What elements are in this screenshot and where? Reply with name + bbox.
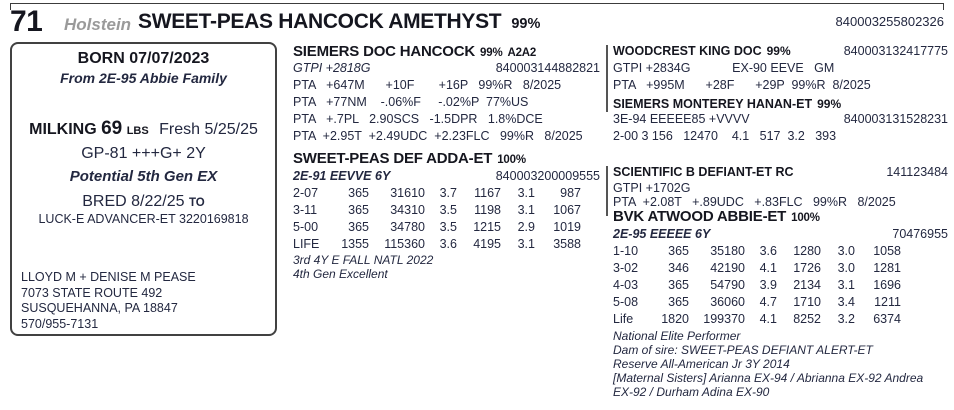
- record-cell: 3.7: [439, 186, 457, 200]
- record-cell: 1067: [553, 203, 581, 217]
- dam-show-note: 3rd 4Y E FALL NATL 2022: [293, 253, 434, 267]
- maternal-note: Reserve All-American Jr 3Y 2014: [613, 357, 790, 371]
- animal-info-box: [10, 42, 277, 336]
- maternal-dam-name: BVK ATWOOD ABBIE-ET: [613, 208, 787, 225]
- maternal-note: National Elite Performer: [613, 329, 741, 343]
- maternal-note: [Maternal Sisters] Arianna EX-94 / Abrianna EX-92 Andrea: [613, 371, 924, 385]
- record-cell: 3.0: [837, 244, 855, 258]
- maternal-bracket-bar: [606, 166, 608, 216]
- record-cell: 3-02: [613, 261, 639, 275]
- name-percent: 99%: [511, 16, 541, 32]
- maternal-sire-gtpi: GTPI +1702G: [613, 181, 691, 195]
- record-cell: 3.1: [517, 203, 535, 217]
- record-cell: 1167: [474, 186, 501, 200]
- record-cell: 199370: [703, 312, 745, 326]
- record-cell: 8252: [793, 312, 821, 326]
- family-line: From 2E-95 Abbie Family: [60, 70, 227, 86]
- record-cell: 1058: [873, 244, 901, 258]
- fresh-date: Fresh 5/25/25: [159, 121, 258, 138]
- record-cell: 3.1: [837, 278, 855, 292]
- consignor-name: LLOYD M + DENISE M PEASE: [21, 270, 196, 284]
- milking-unit: LBS: [126, 125, 149, 137]
- grandparents-column: [613, 0, 948, 410]
- animal-name: SWEET-PEAS HANCOCK AMETHYST: [138, 10, 502, 33]
- maternal-sire-line: [613, 165, 948, 179]
- dam-name-line: [293, 150, 600, 167]
- paternal-sire-gtpi-line: GTPI +2834G EX-90 EEVE GM: [613, 61, 835, 75]
- record-cell: 1820: [661, 312, 689, 326]
- dam-percent: 100%: [497, 154, 526, 166]
- dam-score-line: [293, 169, 600, 183]
- consignor-street: 7073 STATE ROUTE 492: [21, 285, 163, 300]
- record-cell: 34780: [390, 220, 425, 234]
- paternal-dam-score: 3E-94 EEEEE85 +VVVV: [613, 112, 750, 126]
- record-cell: 1726: [793, 261, 821, 275]
- record-cell: 987: [560, 186, 581, 200]
- paternal-dam-percent: 99%: [817, 97, 842, 111]
- maternal-dam-score: 2E-95 EEEEE 6Y: [613, 227, 711, 241]
- lactation-record-row: [293, 237, 600, 251]
- record-cell: 1696: [873, 278, 901, 292]
- breed-label: Holstein: [64, 15, 132, 34]
- record-cell: 6374: [873, 312, 901, 326]
- lactation-record-row: [293, 220, 600, 234]
- lactation-record-row: [613, 244, 948, 258]
- record-cell: 2-07: [293, 186, 319, 200]
- lactation-record-row: [293, 186, 600, 200]
- maternal-dam-percent: 100%: [791, 212, 820, 224]
- maternal-sire-name: SCIENTIFIC B DEFIANT-ET RC: [613, 165, 794, 179]
- registration-number: 840003255802326: [835, 14, 944, 29]
- record-cell: 5-08: [613, 295, 639, 309]
- lactation-record-row: [613, 278, 948, 292]
- record-cell: 365: [348, 186, 369, 200]
- consignor-block: [21, 270, 196, 332]
- record-cell: 1-10: [613, 244, 639, 258]
- record-cell: 346: [668, 261, 689, 275]
- lactation-record-row: [293, 203, 600, 217]
- paternal-dam-registration: 840003131528231: [843, 112, 948, 126]
- record-cell: LIFE: [293, 237, 320, 251]
- sire-pta-line: PTA +647M +10F +16P 99%R 8/2025: [293, 78, 562, 92]
- sire-name: SIEMERS DOC HANCOCK: [293, 43, 476, 60]
- record-cell: 31610: [390, 186, 425, 200]
- paternal-sire-name: WOODCREST KING DOC: [613, 44, 762, 58]
- record-cell: 34310: [390, 203, 425, 217]
- maternal-dam-line: [613, 208, 948, 225]
- record-cell: 3588: [553, 237, 581, 251]
- record-cell: 3.1: [517, 237, 535, 251]
- record-cell: 4-03: [613, 278, 639, 292]
- record-cell: 54790: [710, 278, 745, 292]
- bred-line: [12, 193, 275, 211]
- dam-registration: 840003200009555: [495, 169, 600, 183]
- record-cell: 1215: [473, 220, 501, 234]
- record-cell: 36060: [710, 295, 745, 309]
- record-cell: 4.1: [759, 261, 777, 275]
- record-cell: 1019: [553, 220, 581, 234]
- paternal-sire-pta-line: PTA +995M +28F +29P 99%R 8/2025: [613, 78, 871, 92]
- sire-pta-line: PTA +77NM -.06%F -.02%P 77%US: [293, 95, 529, 109]
- born-line: BORN 07/07/2023: [77, 50, 210, 67]
- record-cell: 1281: [873, 261, 901, 275]
- record-cell: 1710: [793, 295, 821, 309]
- paternal-dam-record: 2-00 3 156 12470 4.1 517 3.2 393: [613, 129, 837, 143]
- service-sire-line: LUCK-E ADVANCER-ET 3220169818: [38, 212, 249, 226]
- lot-number: 71: [10, 5, 43, 38]
- maternal-dam-score-line: [613, 227, 948, 241]
- milking-label: MILKING: [29, 121, 97, 138]
- lactation-record-row: [613, 312, 948, 326]
- sire-gtpi: GTPI +2818G: [293, 61, 371, 75]
- classification-line: GP-81 +++G+ 2Y: [81, 145, 206, 162]
- record-cell: 1355: [341, 237, 369, 251]
- record-cell: 1280: [793, 244, 821, 258]
- consignor-phone: 570/955-7131: [21, 316, 99, 331]
- sire-percent: 99%: [480, 47, 503, 59]
- sire-dam-column: [293, 0, 600, 410]
- paternal-sire-registration: 840003132417775: [843, 44, 948, 58]
- maternal-dam-registration: 70476955: [892, 227, 948, 241]
- record-cell: 3.4: [837, 295, 855, 309]
- maternal-note: EX-92 / Durham Adina EX-90: [613, 385, 770, 399]
- dam-gen-note: 4th Gen Excellent: [293, 267, 388, 281]
- record-cell: 3.5: [439, 203, 457, 217]
- sire-registration: 840003144882821: [495, 61, 600, 75]
- record-cell: 3.0: [837, 261, 855, 275]
- sire-gtpi-line: [293, 61, 600, 75]
- paternal-dam-score-line: [613, 112, 948, 126]
- record-cell: 4.1: [759, 312, 777, 326]
- paternal-dam-name: SIEMERS MONTEREY HANAN-ET: [613, 97, 813, 111]
- record-cell: 3.6: [759, 244, 777, 258]
- record-cell: 3.6: [439, 237, 457, 251]
- sire-name-line: [293, 43, 600, 60]
- bred-date: 8/22/25: [131, 193, 185, 210]
- dam-score: 2E-91 EEVVE 6Y: [293, 169, 391, 183]
- record-cell: 35180: [710, 244, 745, 258]
- record-cell: 365: [668, 278, 689, 292]
- record-cell: 42190: [710, 261, 745, 275]
- milking-line: [12, 118, 275, 140]
- record-cell: 4195: [473, 237, 501, 251]
- record-cell: Life: [613, 312, 634, 326]
- sire-pta-line: PTA +.7PL 2.90SCS -1.5DPR 1.8%DCE: [293, 112, 543, 126]
- record-cell: 3.2: [837, 312, 855, 326]
- record-cell: 115360: [384, 237, 425, 251]
- bred-to-label: TO: [188, 197, 205, 209]
- record-cell: 4.7: [759, 295, 777, 309]
- record-cell: 365: [348, 203, 369, 217]
- paternal-sire-percent: 99%: [766, 44, 791, 58]
- paternal-sire-line: [613, 44, 948, 58]
- record-cell: 1198: [474, 203, 501, 217]
- record-cell: 3-11: [293, 203, 318, 217]
- maternal-sire-pta-line: PTA +2.08T +.89UDC +.83FLC 99%R 8/2025: [613, 195, 896, 209]
- record-cell: 5-00: [293, 220, 319, 234]
- record-cell: 365: [348, 220, 369, 234]
- sire-pta-line: PTA +2.95T +2.49UDC +2.23FLC 99%R 8/2025: [293, 129, 583, 143]
- maternal-note: Dam of sire: SWEET-PEAS DEFIANT ALERT-ET: [613, 343, 873, 357]
- record-cell: 3.5: [439, 220, 457, 234]
- record-cell: 2134: [793, 278, 821, 292]
- record-cell: 2.9: [517, 220, 535, 234]
- record-cell: 365: [668, 244, 689, 258]
- sire-beta-casein: A2A2: [507, 47, 537, 59]
- dam-name: SWEET-PEAS DEF ADDA-ET: [293, 150, 493, 167]
- maternal-sire-registration: 141123484: [886, 165, 948, 179]
- paternal-bracket-bar: [606, 45, 608, 112]
- potential-line: Potential 5th Gen EX: [69, 168, 218, 185]
- milking-value: 69: [101, 118, 123, 139]
- lactation-record-row: [613, 295, 948, 309]
- record-cell: 1211: [874, 295, 901, 309]
- bred-label: BRED: [82, 193, 127, 210]
- paternal-dam-line: [613, 97, 948, 111]
- record-cell: 3.9: [759, 278, 777, 292]
- consignor-city: SUSQUEHANNA, PA 18847: [21, 301, 178, 315]
- record-cell: 3.1: [517, 186, 535, 200]
- record-cell: 365: [668, 295, 689, 309]
- lactation-record-row: [613, 261, 948, 275]
